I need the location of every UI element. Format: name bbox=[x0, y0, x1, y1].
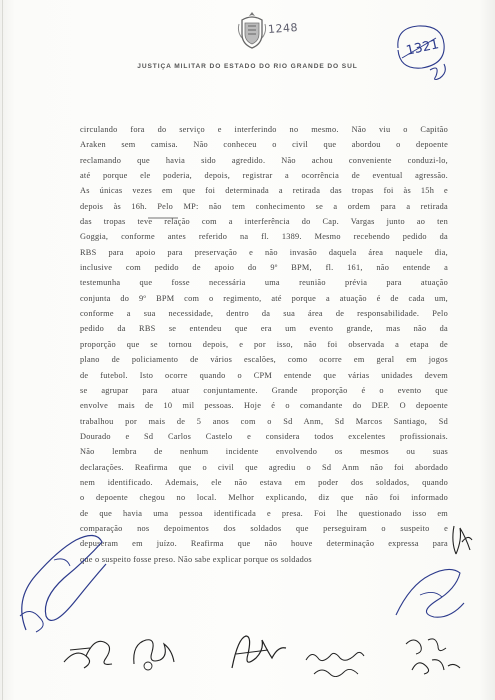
text-line: Araken sem camisa. Não conheceu o civil que abordou o depoente bbox=[80, 140, 448, 150]
bottom-signature-1 bbox=[60, 628, 120, 672]
text-line: testemunha que fosse necessária uma reunião prévia para atuação bbox=[80, 278, 448, 288]
text-line: trabalhou por mais de 5 anos com o Sd Anm, Sd Marcos Santiago, Sd bbox=[80, 416, 448, 426]
text-line: das tropas teve relação com a interferência do Cap. Vargas junto ao ten bbox=[80, 217, 448, 227]
text-line: se agrupar para atuar conjuntamente. Grande proporção é o evento que bbox=[80, 385, 448, 395]
coat-of-arms-icon bbox=[236, 10, 268, 50]
text-line: Goggia, conforme antes referido na fl. 1389. Mesmo recebendo pedido da bbox=[80, 232, 448, 242]
text-line: comparação nos depoimentos dos soldados que perseguiram o suspeito e bbox=[80, 523, 448, 533]
margin-initials-signature bbox=[448, 520, 474, 560]
handwritten-page-number bbox=[390, 20, 450, 80]
right-margin-signature bbox=[390, 555, 470, 625]
page-edge bbox=[2, 0, 3, 700]
svg-text:1321: 1321 bbox=[404, 37, 441, 59]
text-line: pedido da RBS se entendeu que era um evento grande, mas não da bbox=[80, 324, 448, 334]
text-line: RBS para apoio para preservação e não invasão daquela área naquele dia, bbox=[80, 247, 448, 257]
left-margin-signature bbox=[6, 520, 116, 640]
institution-header: JUSTIÇA MILITAR DO ESTADO DO RIO GRANDE DO SUL bbox=[137, 63, 358, 70]
text-line: até porque ele poderia, depois, registrar a ocorrência de eventual agressão. bbox=[80, 171, 448, 181]
bottom-signature-4 bbox=[300, 640, 370, 684]
text-line: nem identificado. Ademais, ele não estava em poder dos soldados, quando bbox=[80, 477, 448, 487]
text-line: circulando fora do serviço e interferindo no mesmo. Não viu o Capitão bbox=[80, 125, 448, 134]
page-stamp: 1248 bbox=[267, 20, 299, 37]
bottom-signature-2 bbox=[128, 630, 178, 674]
text-line: plano de policiamento de vários escalões, como ocorre em geral em jogos bbox=[80, 355, 448, 365]
text-line: Não lembra de nenhum incidente envolvendo os mesmos ou suas bbox=[80, 447, 448, 457]
text-line: conforme a sua necessidade, dentro da sua área de responsabilidade. Pelo bbox=[80, 309, 448, 319]
text-line: que o suspeito fosse preso. Não sabe explicar porque os soldados bbox=[80, 554, 312, 564]
text-line: depuseram em juízo. Reafirma que não houve determinação expressa para bbox=[80, 539, 448, 549]
text-line: inclusive com pedido de apoio do 9º BPM, fl. 161, não entende a bbox=[80, 263, 448, 273]
text-line: depois às 16h. Pelo MP: não tem conhecimento se a ordem para a retirada bbox=[80, 201, 448, 211]
handwritten-underline bbox=[148, 216, 178, 220]
text-line: As únicas vezes em que foi determinada a retirada das tropas foi às 15h e bbox=[80, 186, 448, 196]
text-line: o depoente chegou no local. Melhor explicando, diz que não foi informado bbox=[80, 493, 448, 503]
text-line: de que havia uma pessoa identificada e presa. Foi lhe questionado isso em bbox=[80, 508, 448, 518]
text-line: de futebol. Isto ocorre quando o CPM entende que várias unidades devem bbox=[80, 370, 448, 380]
bottom-signature-5 bbox=[398, 630, 468, 680]
bottom-signature-3 bbox=[228, 628, 290, 678]
text-line: reclamando que havia sido agredido. Não achou conveniente conduzi-lo, bbox=[80, 155, 448, 165]
text-line: proporção que se tornou depois, e por isso, não foi observada a etapa de bbox=[80, 339, 448, 349]
text-line: envolve mais de 10 mil pessoas. Hoje é o comandante do DEP. O depoente bbox=[80, 401, 448, 411]
text-line: conjunta do 9º BPM com o regimento, até porque a atuação é de cada um, bbox=[80, 293, 448, 303]
testimony-text bbox=[80, 122, 448, 567]
text-line: declarações. Reafirma que o civil que agrediu o Sd Anm não foi abordado bbox=[80, 462, 448, 472]
text-line: Dourado e Sd Carlos Castelo e considera todos excelentes profissionais. bbox=[80, 431, 448, 441]
